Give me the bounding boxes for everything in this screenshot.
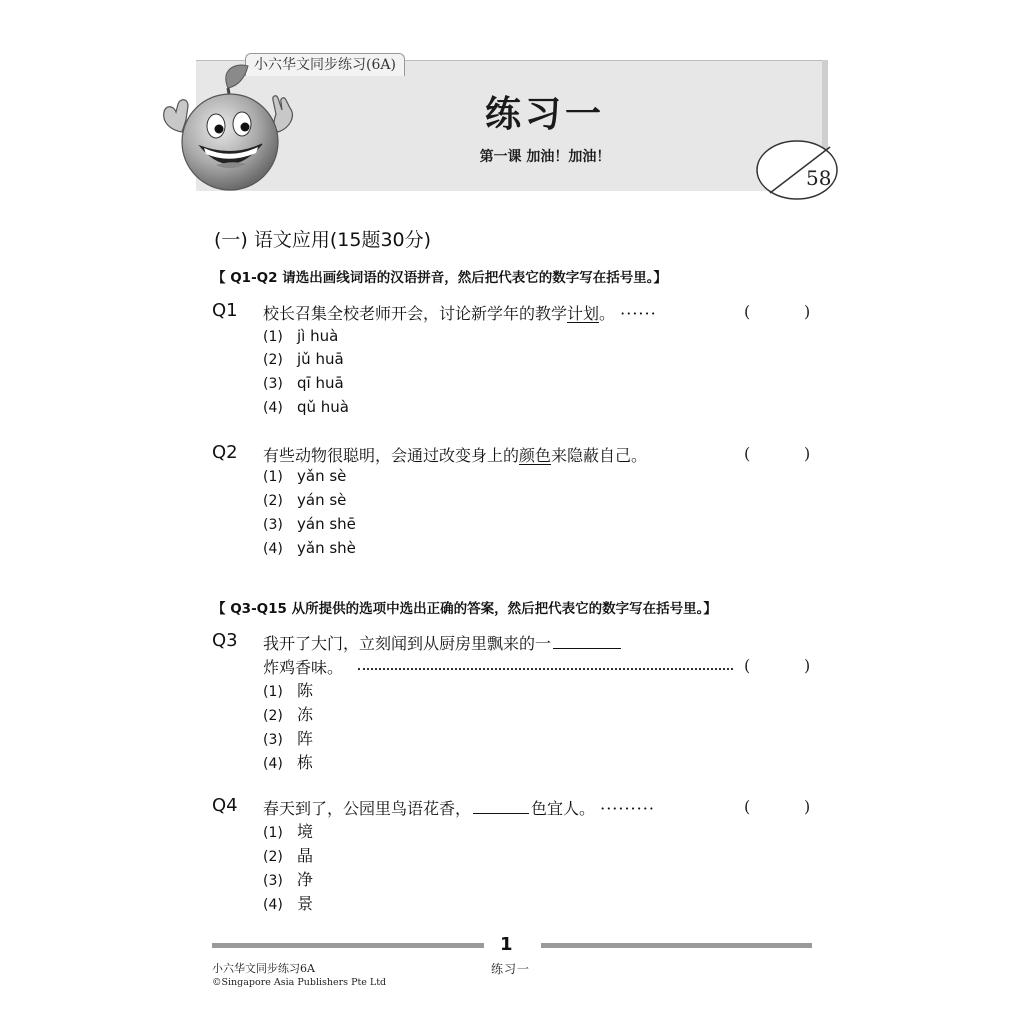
answer-paren-close: ) [804, 444, 811, 463]
option-q2-2 [263, 491, 346, 509]
option-number: (2) [263, 352, 283, 368]
question-text-q3-line1 [263, 631, 623, 654]
option-number: (3) [263, 517, 283, 533]
question-text: 。 [599, 304, 616, 323]
score-total: 58 [806, 166, 832, 190]
option-q3-1 [263, 678, 313, 701]
footer-copyright: ©Singapore Asia Publishers Pte Ltd [212, 977, 387, 988]
underlined-word: 颜色 [519, 446, 552, 465]
question-text: 春天到了，公园里鸟语花香， [263, 799, 472, 818]
question-text: 来隐蔽自己。 [551, 446, 648, 465]
answer-paren-open: ( [744, 444, 751, 463]
option-number: (1) [263, 684, 283, 700]
answer-paren-close: ) [804, 656, 811, 675]
question-text: 我开了大门，立刻闻到从厨房里飘来的一 [263, 634, 552, 653]
option-q3-2 [263, 702, 313, 725]
option-number: (2) [263, 493, 283, 509]
option-text: yǎn shè [297, 539, 356, 557]
question-text-q2 [263, 443, 647, 466]
option-text: qǔ huà [297, 398, 350, 416]
answer-blank [553, 634, 621, 649]
section-title: (一) 语文应用(15题30分) [214, 229, 432, 251]
option-number: (4) [263, 400, 283, 416]
answer-paren-open: ( [744, 656, 751, 675]
option-q4-1 [263, 819, 313, 842]
smiling-orange-mascot-icon [150, 60, 310, 195]
question-number-q1: Q1 [212, 300, 238, 321]
question-number-q2: Q2 [212, 442, 238, 463]
option-text: 冻 [297, 705, 314, 724]
answer-paren-close: ) [804, 797, 811, 816]
footer-book-name: 小六华文同步练习6A [212, 962, 315, 975]
answer-paren-close: ) [804, 302, 811, 321]
option-number: (4) [263, 756, 283, 772]
option-number: (4) [263, 541, 283, 557]
option-text: 陈 [297, 681, 314, 700]
option-text: yán sè [297, 491, 347, 509]
dot-leader: ········· [600, 799, 655, 818]
page-number: 1 [500, 934, 513, 955]
option-text: 栋 [297, 753, 314, 772]
dot-leader: ······ [620, 304, 657, 323]
question-text: 校长召集全校老师开会，讨论新学年的教学 [263, 304, 568, 323]
option-text: jì huà [297, 327, 339, 345]
question-number-q4: Q4 [212, 795, 238, 816]
option-text: yǎn sè [297, 467, 347, 485]
option-number: (2) [263, 708, 283, 724]
option-number: (1) [263, 329, 283, 345]
answer-paren-open: ( [744, 302, 751, 321]
instruction-q3-q15: 【 Q3-Q15 从所提供的选项中选出正确的答案，然后把代表它的数字写在括号里。】 [212, 601, 717, 617]
option-number: (3) [263, 732, 283, 748]
question-text-q4 [263, 796, 655, 819]
question-text-q3-line2: 炸鸡香味。 [263, 658, 344, 677]
option-text: yán shē [297, 515, 356, 533]
option-text: 晶 [297, 846, 314, 865]
lesson-subtitle: 第一课 加油！加油！ [479, 149, 611, 165]
option-text: 境 [297, 822, 314, 841]
option-q4-4 [263, 891, 313, 914]
instruction-q1-q2: 【 Q1-Q2 请选出画线词语的汉语拼音，然后把代表它的数字写在括号里。】 [212, 270, 667, 286]
option-number: (2) [263, 849, 283, 865]
option-text: 阵 [297, 729, 314, 748]
option-number: (1) [263, 469, 283, 485]
option-q1-2 [263, 350, 344, 368]
question-text: 色宜人。 [531, 799, 596, 818]
option-number: (1) [263, 825, 283, 841]
underlined-word: 计划 [567, 304, 600, 323]
exercise-title: 练习一 [484, 94, 605, 135]
option-q4-3 [263, 867, 313, 890]
option-number: (3) [263, 873, 283, 889]
option-text: qī huā [297, 374, 344, 392]
answer-blank [473, 799, 529, 814]
option-q1-3 [263, 374, 344, 392]
option-text: 景 [297, 894, 314, 913]
answer-paren-open: ( [744, 797, 751, 816]
option-q1-4 [263, 398, 349, 416]
option-q1-1 [263, 327, 338, 345]
option-text: 净 [297, 870, 314, 889]
footer-divider-left [212, 943, 484, 948]
question-text-q1 [263, 301, 657, 324]
option-q3-3 [263, 726, 313, 749]
option-number: (4) [263, 897, 283, 913]
footer-exercise-name: 练习一 [491, 962, 531, 976]
option-number: (3) [263, 376, 283, 392]
option-q4-2 [263, 843, 313, 866]
option-q2-1 [263, 467, 346, 485]
question-number-q3: Q3 [212, 630, 238, 651]
dot-leader [358, 668, 733, 670]
book-series-tab: 小六华文同步练习(6A) [245, 53, 405, 76]
option-text: jǔ huā [297, 350, 344, 368]
option-q3-4 [263, 750, 313, 773]
footer-divider-right [541, 943, 812, 948]
option-q2-3 [263, 515, 356, 533]
option-q2-4 [263, 539, 356, 557]
question-text: 有些动物很聪明，会通过改变身上的 [263, 446, 520, 465]
